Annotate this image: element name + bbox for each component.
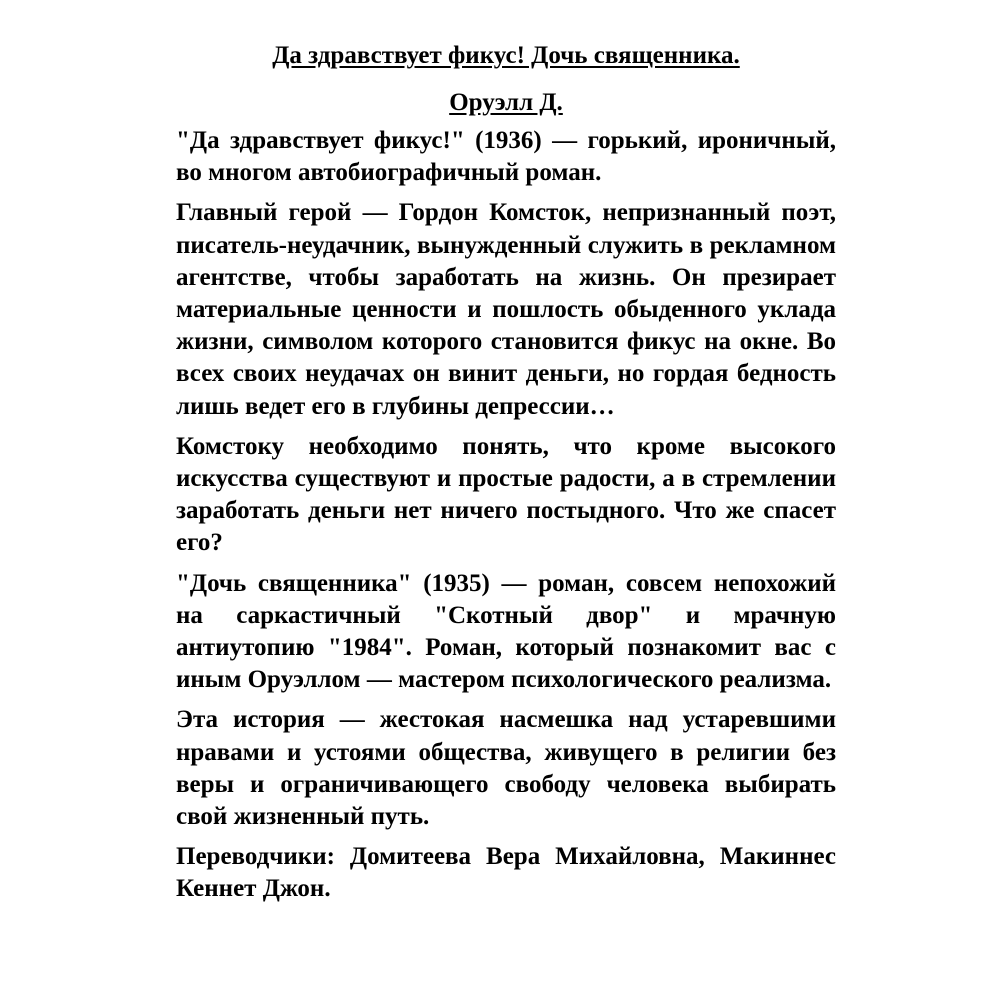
book-title: Да здравствует фикус! Дочь священника. [272, 42, 740, 69]
paragraph-clergyman-daughter: "Дочь священника" (1935) — роман, совсем непохожий на саркастичный "Скотный двор" и мрачную антиутопию "1984". Роман, который познакомит вас с иным Оруэллом — мастером психологического реализма. [176, 569, 836, 694]
paragraph-hero: Главный герой — Гордон Комсток, непризнанный поэт, писатель-неудачник, вынужденный служить в рекламном агентстве, чтобы заработать на жизнь. Он презирает материальные ценности и пошлость обыденного уклада жизни, символом которого становится фикус на окне. Во всех своих неудачах он винит деньги, но гордая бедность лишь ведет его в глубины депрессии… [176, 199, 836, 420]
paragraph-comstock: Комстоку необходимо понять, что кроме высокого искусства существуют и простые радости, а в стремлении заработать деньги нет ничего постыдного. Что же спасет его? [176, 432, 836, 557]
book-author: Оруэлл Д. [449, 89, 563, 116]
paragraph-translators: Переводчики: Домитеева Вера Михайловна, Макиннес Кеннет Джон. [176, 843, 836, 903]
paragraph-story: Эта история — жестокая насмешка над устаревшими нравами и устоями общества, живущего в религии без веры и ограничивающего свободу человека выбирать свой жизненный путь. [176, 706, 836, 831]
paragraph-intro: "Да здравствует фикус!" (1936) — горький, ироничный, во многом автобиографичный роман. [176, 127, 836, 187]
document-body [176, 36, 836, 906]
